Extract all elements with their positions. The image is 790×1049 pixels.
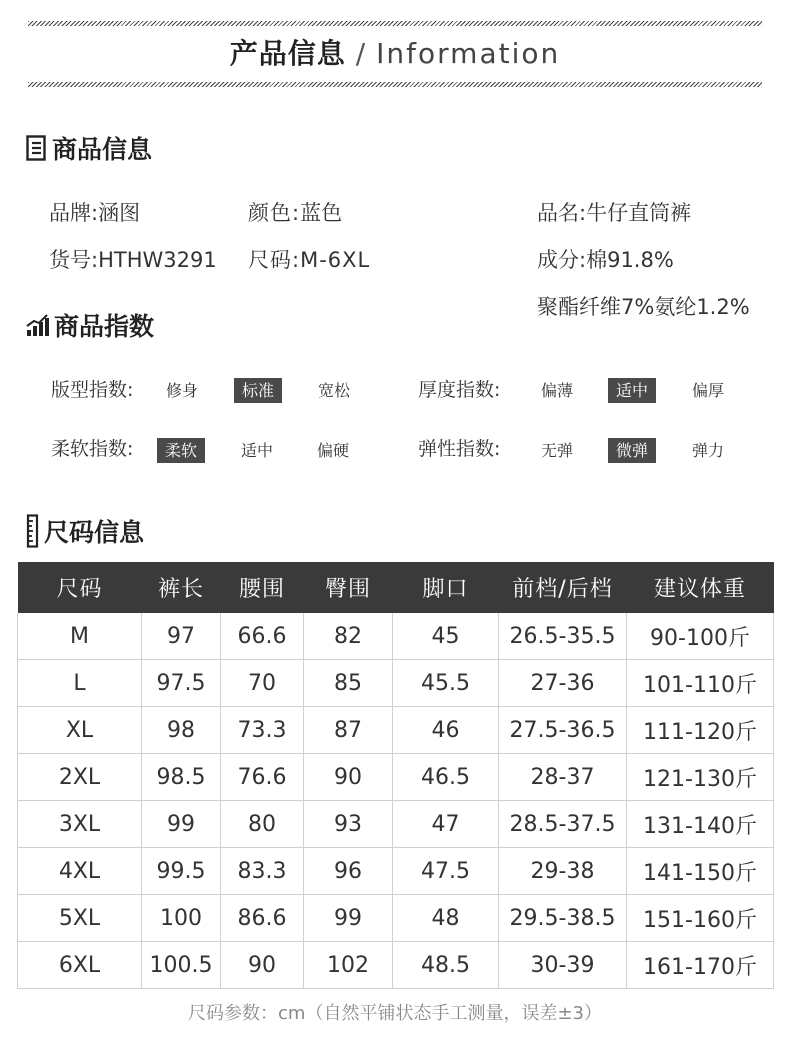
table-cell: 100.5 [142,942,221,989]
banner-title-cn: 产品信息 [229,37,346,70]
section-product-info [26,131,152,165]
fit-option-loose: 宽松 [318,381,351,400]
table-cell: 141-150斤 [627,848,774,895]
table-cell: 27-36 [499,660,627,707]
header-length: 裤长 [142,562,221,613]
top-hatch-divider [28,21,762,26]
table-row [18,801,774,848]
table-cell: 29-38 [499,848,627,895]
softness-option-medium: 适中 [241,441,274,460]
brand-label: 品牌: [49,201,99,225]
color-value: 蓝色 [300,201,343,225]
fit-option-standard-selected: 标准 [234,378,282,403]
bar-chart-icon [26,313,50,337]
composition-value-2: 聚酯纤维7%氨纶1.2% [537,295,750,319]
size-note: 尺码参数：cm（自然平铺状态手工测量，误差±3） [188,1003,602,1024]
table-cell: XL [18,707,142,754]
table-cell: 100 [142,895,221,942]
table-cell: 26.5-35.5 [499,613,627,660]
item-code-label: 货号: [49,248,99,272]
elasticity-option-none: 无弹 [541,441,574,460]
table-cell: 87 [304,707,393,754]
table-cell: 45.5 [393,660,499,707]
table-cell: 2XL [18,754,142,801]
header-rise: 前档/后档 [499,562,627,613]
thickness-index-label: 厚度指数: [418,379,501,401]
size-range-value: M-6XL [300,248,371,272]
document-list-icon [26,135,48,161]
table-cell: 98.5 [142,754,221,801]
bottom-hatch-divider [28,82,762,87]
brand-value: 涵图 [98,201,141,225]
table-cell: 48 [393,895,499,942]
table-cell: 97 [142,613,221,660]
elasticity-option-slight-selected: 微弹 [608,438,656,463]
softness-index-label: 柔软指数: [51,438,134,460]
section-title-index: 商品指数 [54,312,155,341]
table-cell: M [18,613,142,660]
fit-index-label: 版型指数: [51,379,134,401]
thickness-option-thin: 偏薄 [541,381,574,400]
table-cell: 85 [304,660,393,707]
table-row [18,848,774,895]
elasticity-option-stretch: 弹力 [692,441,725,460]
table-cell: 97.5 [142,660,221,707]
header-weight: 建议体重 [627,562,774,613]
table-cell: 99.5 [142,848,221,895]
table-cell: 29.5-38.5 [499,895,627,942]
table-row [18,754,774,801]
table-cell: 93 [304,801,393,848]
thickness-option-thick: 偏厚 [692,381,725,400]
table-cell: 101-110斤 [627,660,774,707]
table-row [18,613,774,660]
softness-option-soft-selected: 柔软 [157,438,205,463]
product-name-field [537,199,691,227]
composition-label: 成分: [537,248,587,272]
table-cell: L [18,660,142,707]
table-cell: 73.3 [221,707,304,754]
table-cell: 28.5-37.5 [499,801,627,848]
table-cell: 3XL [18,801,142,848]
header-waist: 腰围 [221,562,304,613]
header-size: 尺码 [18,562,142,613]
table-cell: 70 [221,660,304,707]
table-cell: 5XL [18,895,142,942]
table-cell: 90 [304,754,393,801]
composition-field [537,246,674,274]
table-cell: 47.5 [393,848,499,895]
table-cell: 30-39 [499,942,627,989]
section-size-info [26,514,144,548]
item-code-field [49,246,217,274]
color-field [248,199,342,227]
table-cell: 46.5 [393,754,499,801]
banner-title-en: Information [376,37,561,70]
composition-value: 棉91.8% [586,248,674,272]
table-cell: 46 [393,707,499,754]
table-cell: 6XL [18,942,142,989]
table-row [18,895,774,942]
fit-option-slim: 修身 [166,381,199,400]
banner-separator: / [355,37,367,70]
table-cell: 111-120斤 [627,707,774,754]
header-hem: 脚口 [393,562,499,613]
table-cell: 27.5-36.5 [499,707,627,754]
table-cell: 121-130斤 [627,754,774,801]
table-cell: 98 [142,707,221,754]
size-table [17,562,774,989]
size-table-body [18,613,774,989]
item-code-value: HTHW3291 [98,248,217,272]
brand-field [49,199,140,227]
elasticity-index-label: 弹性指数: [418,438,501,460]
table-cell: 90-100斤 [627,613,774,660]
product-name-label: 品名: [537,201,587,225]
size-range-field [248,246,370,274]
table-cell: 161-170斤 [627,942,774,989]
table-cell: 83.3 [221,848,304,895]
table-cell: 66.6 [221,613,304,660]
composition-field-line2 [537,293,750,321]
table-cell: 99 [304,895,393,942]
table-cell: 151-160斤 [627,895,774,942]
color-label: 颜色: [248,201,301,225]
section-product-index [26,308,154,342]
table-cell: 45 [393,613,499,660]
table-cell: 82 [304,613,393,660]
section-title-info: 商品信息 [52,135,153,164]
size-table-header-row [18,562,774,613]
thickness-option-medium-selected: 适中 [608,378,656,403]
table-cell: 99 [142,801,221,848]
table-cell: 28-37 [499,754,627,801]
ruler-icon [26,514,40,548]
page-banner [0,30,790,78]
table-cell: 80 [221,801,304,848]
table-row [18,942,774,989]
table-cell: 96 [304,848,393,895]
header-hip: 臀围 [304,562,393,613]
table-cell: 48.5 [393,942,499,989]
table-row [18,707,774,754]
softness-option-hard: 偏硬 [317,441,350,460]
table-cell: 76.6 [221,754,304,801]
table-cell: 47 [393,801,499,848]
table-cell: 90 [221,942,304,989]
table-cell: 131-140斤 [627,801,774,848]
product-name-value: 牛仔直筒裤 [586,201,692,225]
table-cell: 4XL [18,848,142,895]
section-title-size: 尺码信息 [44,518,145,547]
size-range-label: 尺码: [248,248,301,272]
table-row [18,660,774,707]
table-cell: 102 [304,942,393,989]
table-cell: 86.6 [221,895,304,942]
